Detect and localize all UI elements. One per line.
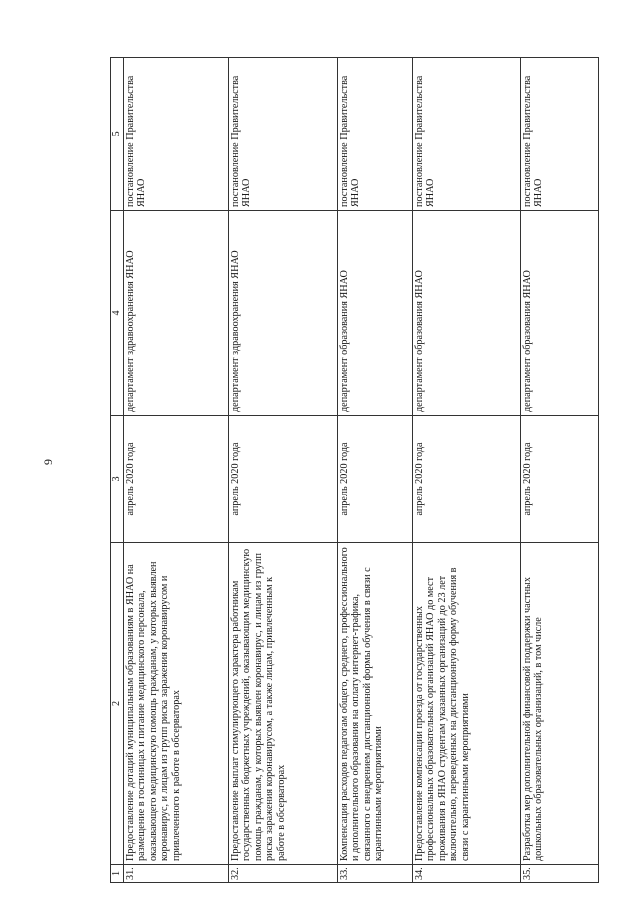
responsible: департамент образования ЯНАО [412,211,520,416]
measures-table [110,57,599,883]
measure-text: Компенсация расходов педагогам общего, среднего, профессионального и дополнительного образования на оплату интернет-трафика, связанного с внедрением дистанционной формы обучения в связи с карантинными мероприятиями [337,543,412,865]
table-row [123,58,228,883]
deadline: апрель 2020 года [123,416,228,543]
measure-text: Предоставление компенсации проезда от государственных профессиональных образовательных организаций ЯНАО до мест проживания в ЯНАО студентам указанных организаций до 23 лет включительно, переведенных на дистанционную форму обучения в связи с карантинными мероприятиями [412,543,520,865]
document-type: постановление Правительства ЯНАО [520,58,598,211]
measure-text: Предоставление дотаций муниципальным образованиям в ЯНАО на размещение в гостиницах и питание медицинского персонала, оказывающего медицинскую помощь гражданам, у которых выявлен коронавирус, и лицам из групп риска заражения коронавирусом и привлеченного к работе в обсерваторах [123,543,228,865]
row-number: 34. [412,865,520,883]
page-number: 9 [41,459,55,465]
deadline: апрель 2020 года [520,416,598,543]
table-row [412,58,520,883]
header-col-1: 1 [111,865,124,883]
table-row [337,58,412,883]
responsible: департамент образования ЯНАО [337,211,412,416]
document-type: постановление Правительства ЯНАО [123,58,228,211]
header-col-3: 3 [111,416,124,543]
row-number: 31. [123,865,228,883]
row-number: 35. [520,865,598,883]
document-type: постановление Правительства ЯНАО [228,58,337,211]
rotated-table-container [110,58,610,883]
row-number: 32. [228,865,337,883]
deadline: апрель 2020 года [412,416,520,543]
document-type: постановление Правительства ЯНАО [337,58,412,211]
measure-text: Предоставление выплат стимулирующего характера работникам государственных бюджетных учреждений, оказывающим медицинскую помощь гражданам, у которых выявлен коронавирус, и лицам из групп риска заражения коронавирусом, а также лицам, привлеченным к работе в обсерваторах [228,543,337,865]
responsible: департамент здравоохранения ЯНАО [123,211,228,416]
table-row [228,58,337,883]
responsible: департамент здравоохранения ЯНАО [228,211,337,416]
deadline: апрель 2020 года [228,416,337,543]
row-number: 33. [337,865,412,883]
document-type: постановление Правительства ЯНАО [412,58,520,211]
measure-text: Разработка мер дополнительной финансовой поддержки частных дошкольных образовательных организаций, в том числе [520,543,598,865]
header-col-5: 5 [111,58,124,211]
table-row [520,58,598,883]
header-col-4: 4 [111,211,124,416]
responsible: департамент образования ЯНАО [520,211,598,416]
deadline: апрель 2020 года [337,416,412,543]
header-col-2: 2 [111,543,124,865]
table-header-row [111,58,124,883]
